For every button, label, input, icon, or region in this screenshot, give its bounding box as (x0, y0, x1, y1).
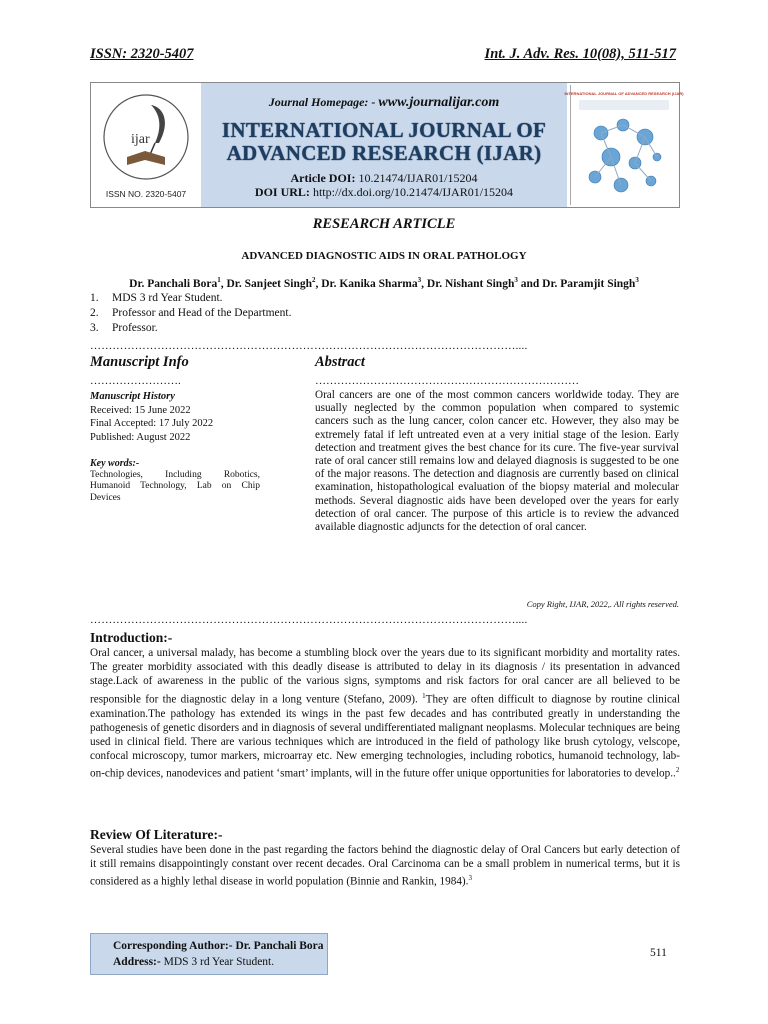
author-name: Dr. Nishant Singh (426, 277, 515, 290)
keywords-block (90, 458, 260, 504)
corresponding-author-box (90, 933, 328, 975)
dotted-divider: …………………………………………………………………………………………………….... (90, 614, 528, 626)
doi-value: 10.21474/IJAR01/15204 (358, 171, 478, 185)
doi-label: Article DOI: (290, 171, 356, 185)
citation-label: Int. J. Adv. Res. 10(08), 511-517 (484, 46, 676, 62)
author-list (90, 276, 678, 290)
homepage-url[interactable]: www.journalijar.com (378, 95, 500, 110)
running-header (90, 46, 676, 63)
introduction-text: Oral cancer, a universal malady, has become a stumbling block over the years due to its significant morbidity and mortality rates. The greater morbidity associated with this deadly disease is attributed to delay in its diagnosis / its presentation in advanced stage.Lack of awareness in the public of the various signs, symptoms and risk factors for oral cancer are all believed to be responsible for the diagnostic delay in a long venture (Stefano, 2009). $^1$They are often difficult to diagnose by routine clinical examination.The pathology has extended its wings in the past few decades and has contributed greatly in understanding the pathogenesis of genetic disorders and in diagnosis of several undifferentiated malignant neoplasms. Molecular techniques are being used in clinical field. There are various techniques which are introduced in the field of pathology like brush cytology, velscope, confocal microscopy, tumor markers, microarray etc. New emerging technologies, including robotics, humanoid technology, lab-on-chip devices, nanodevices and patient ‘smart’ implants, will in the future offer unique opportunities for laboratories to develop..$^2$ (90, 647, 680, 781)
molecule-image (564, 85, 684, 205)
banner-center (201, 83, 567, 207)
author-affiliation-sup: 2 (312, 276, 316, 284)
keywords-title: Key words:- (90, 458, 140, 469)
introduction-heading: Introduction:- (90, 630, 173, 645)
keywords-text: Technologies, Including Robotics, Humanoid Technology, Lab on Chip Devices (90, 469, 260, 503)
doi-url-value[interactable]: http://dx.doi.org/10.21474/IJAR01/15204 (312, 185, 514, 199)
author-separator: , (315, 277, 322, 290)
accepted-date: Final Accepted: 17 July 2022 (90, 418, 214, 429)
review-heading: Review Of Literature:- (90, 827, 223, 842)
doi-url-label: DOI URL: (254, 185, 310, 199)
affiliation-item: 2. Professor and Head of the Department. (90, 307, 292, 319)
author-name: Dr. Paramjit Singh (542, 277, 636, 290)
address-value: MDS 3 rd Year Student. (163, 956, 275, 968)
author-affiliation-sup: 3 (417, 276, 422, 284)
author-separator: and (517, 277, 543, 290)
ijar-logo (93, 85, 199, 205)
journal-title-line1: INTERNATIONAL JOURNAL OF (221, 118, 547, 142)
journal-title (201, 119, 567, 165)
manuscript-history (90, 390, 260, 444)
abstract-heading: Abstract (315, 354, 365, 370)
published-date: Published: August 2022 (90, 431, 191, 443)
review-text: Several studies have been done in the past regarding the factors behind the diagnostic delay of Oral Cancers but early detection of it still remains disappointingly constant over recent decades. Oral Carcinoma can be a small problem in numerical terms, but it is considered as a highly lethal disease in world population (Binnie and Rankin, 1984).$^3$ (90, 844, 680, 889)
manuscript-dots: ……………………. (90, 375, 181, 387)
author-name: Dr. Kanika Sharma (321, 277, 418, 290)
manuscript-info-heading: Manuscript Info (90, 354, 189, 370)
logo-issn: ISSN NO. 2320-5407 (105, 189, 187, 199)
author-name: Dr. Panchali Bora (129, 277, 218, 290)
history-title: Manuscript History (90, 391, 175, 402)
abstract-dots: ……………………………………………………………… (315, 375, 579, 387)
author-separator: , (421, 277, 427, 290)
journal-cover-image (564, 85, 684, 205)
author-name: Dr. Sanjeet Singh (226, 277, 312, 290)
dotted-divider: …………………………………………………………………………………………………….... (90, 340, 528, 352)
journal-banner (90, 82, 684, 208)
logo-emblem (93, 85, 199, 205)
affiliation-list (90, 291, 291, 336)
logo-text: ijar (131, 132, 150, 147)
doi-block (201, 171, 567, 199)
author-affiliation-sup: 3 (635, 276, 639, 284)
author-affiliation-sup: 1 (217, 276, 221, 284)
copyright-note: Copy Right, IJAR, 2022,. All rights reserved. (526, 599, 679, 609)
journal-title-line2: ADVANCED RESEARCH (IJAR) (226, 141, 542, 165)
article-type: RESEARCH ARTICLE (312, 216, 456, 232)
cover-title: INTERNATIONAL JOURNAL OF ADVANCED RESEARCH (IJAR) (564, 91, 684, 96)
homepage-label: Journal Homepage: - (268, 95, 376, 109)
affiliation-item: 3. Professor. (90, 322, 158, 334)
author-affiliation-sup: 3 (514, 276, 518, 284)
issn-label: ISSN: 2320-5407 (90, 46, 194, 62)
journal-homepage (201, 95, 567, 111)
received-date: Received: 15 June 2022 (90, 404, 191, 416)
address-label: Address:- (113, 956, 161, 968)
corr-label: Corresponding Author:- (113, 940, 233, 952)
abstract-text: Oral cancers are one of the most common cancers worldwide today. They are usually neglected by the common population when compared to systemic cancers such as the lung cancer, colon cancer etc. However, they also may be extremely fatal if left untreated even at a very initial stage of the lesion. Early detection and treatment gives the best chance for its cure. The five-year survival rate of oral cancer still remains low and delayed diagnosis is suggested to be one of the major reasons. The detection and diagnosis are currently based on clinical examination, histopathological evaluation of the biopsy material and molecular methods. Several diagnostic aids have been developed over the years for early detection of oral cancer. The purpose of this article is to review the advanced available diagnostic adjuncts for the detection of oral cancer. (315, 389, 679, 534)
corr-name: Dr. Panchali Bora (235, 940, 324, 952)
page-number: 511 (650, 947, 667, 959)
author-separator: , (220, 277, 227, 290)
article-title: ADVANCED DIAGNOSTIC AIDS IN ORAL PATHOLOGY (241, 250, 527, 262)
affiliation-item: 1. MDS 3 rd Year Student. (90, 292, 223, 304)
